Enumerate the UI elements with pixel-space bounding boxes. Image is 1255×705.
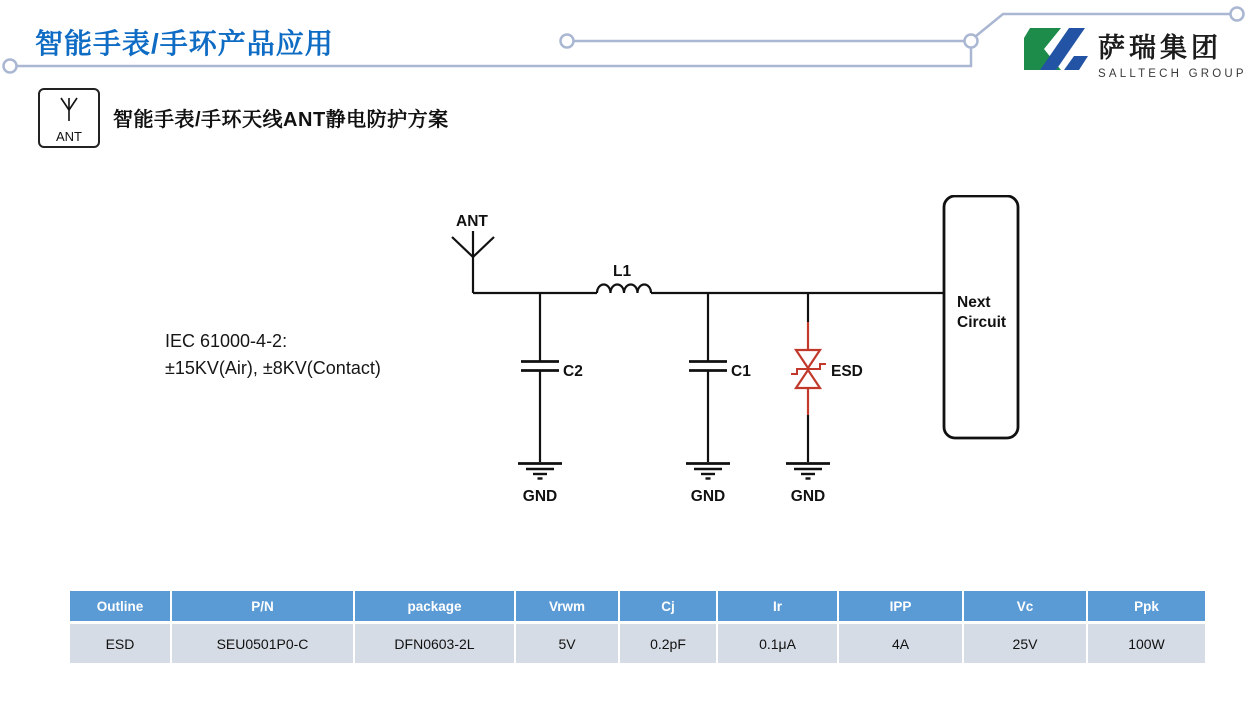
esd-spec-table: [70, 591, 1205, 663]
table-header-cj: Cj: [620, 591, 716, 621]
gnd-label-3: GND: [790, 488, 826, 505]
table-cell-vrwm: 5V: [516, 624, 618, 663]
ant-badge-label: ANT: [56, 129, 82, 144]
esd-diode-label: ESD: [831, 363, 863, 380]
ant-badge: [38, 88, 100, 148]
table-header-ppk: Ppk: [1088, 591, 1205, 621]
table-header-package: package: [355, 591, 514, 621]
table-header-pn: P/N: [172, 591, 353, 621]
esd-protection-circuit-diagram: [430, 195, 1050, 515]
table-header-ipp: IPP: [839, 591, 962, 621]
capacitor-c1-symbol: [689, 293, 727, 462]
gnd-label-2: GND: [690, 488, 726, 505]
next-circuit-label-line2: Circuit: [957, 314, 1007, 331]
logo-mark-icon: [1016, 25, 1092, 73]
ground-symbol-3: [786, 464, 830, 479]
table-cell-ipp: 4A: [839, 624, 962, 663]
table-header-vrwm: Vrwm: [516, 591, 618, 621]
table-cell-package: DFN0603-2L: [355, 624, 514, 663]
ant-label: ANT: [456, 213, 488, 230]
inductor-label: L1: [613, 263, 632, 280]
table-cell-vc: 25V: [964, 624, 1086, 663]
table-cell-ppk: 100W: [1088, 624, 1205, 663]
iec-standard-note: [165, 328, 381, 382]
table-cell-pn: SEU0501P0-C: [172, 624, 353, 663]
capacitor-c1-label: C1: [731, 363, 751, 380]
gnd-label-1: GND: [522, 488, 558, 505]
esd-tvs-diode-symbol: [791, 293, 826, 462]
logo-name-cn: 萨瑞集团: [1098, 33, 1222, 63]
antenna-symbol: [452, 231, 494, 293]
ground-symbol-1: [518, 464, 562, 479]
iec-standard-line2: ±15KV(Air), ±8KV(Contact): [165, 358, 381, 378]
section-title: 智能手表/手环天线ANT静电防护方案: [113, 109, 449, 131]
next-circuit-label-line1: Next: [957, 294, 991, 311]
table-cell-ir: 0.1μA: [718, 624, 837, 663]
table-header-ir: Ir: [718, 591, 837, 621]
antenna-icon: [56, 95, 82, 123]
page-title: 智能手表/手环产品应用: [35, 28, 334, 59]
table-cell-cj: 0.2pF: [620, 624, 716, 663]
capacitor-c2-label: C2: [563, 363, 583, 380]
table-header-outline: Outline: [70, 591, 170, 621]
table-cell-outline: ESD: [70, 624, 170, 663]
table-header-vc: Vc: [964, 591, 1086, 621]
iec-standard-line1: IEC 61000-4-2:: [165, 331, 288, 351]
company-logo: [1016, 24, 1247, 80]
logo-name-en: SALLTECH GROUP: [1098, 68, 1247, 80]
capacitor-c2-symbol: [521, 293, 559, 462]
ground-symbol-2: [686, 464, 730, 479]
inductor-symbol: [597, 285, 651, 294]
